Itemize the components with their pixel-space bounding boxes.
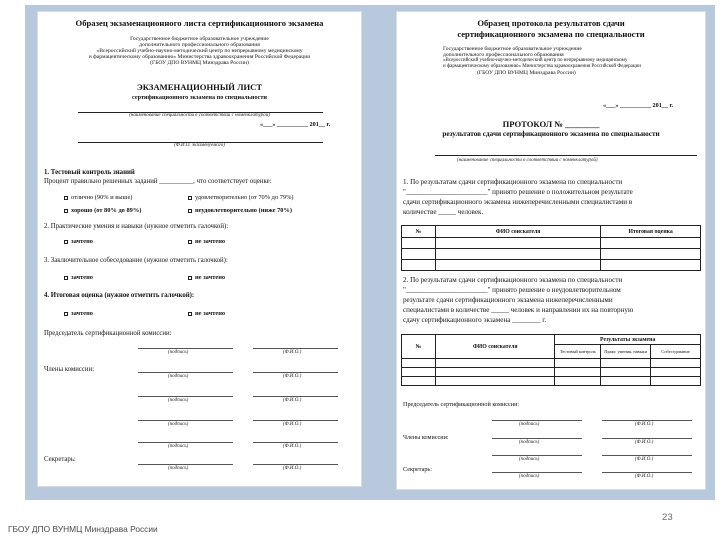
member-fio-line: [253, 420, 338, 421]
member-fio-line: [253, 442, 338, 443]
fio-short-caption: (Ф.И.О.): [635, 457, 654, 462]
sheet-subtitle: сертификационного экзамена по специальности: [132, 94, 267, 101]
org-line: «Всероссийский учебно-научно-методический центр по непрерывному медицинскому: [96, 48, 303, 54]
org-line: и фармацевтическому образованию» Министерства здравоохранения Российской Федерации: [443, 64, 641, 69]
sheet-title: ЭКЗАМЕНАЦИОННЫЙ ЛИСТ: [136, 82, 263, 92]
para2-line: "_______________________" принято решение о неудовлетворительном: [403, 286, 621, 294]
member-fio-line: [602, 455, 692, 456]
section4-pass: зачтено: [64, 310, 93, 317]
chair-fio-line: [253, 348, 338, 349]
protocol-page: [396, 11, 706, 490]
secretary-sign-line: [138, 464, 233, 465]
sign-caption: (подпись): [168, 466, 189, 471]
member-fio-line: [253, 396, 338, 397]
table-row: [402, 368, 701, 377]
secretary-fio-line: [253, 464, 338, 465]
section3-pass: зачтено: [64, 274, 93, 281]
section2-title: 2. Практические умения и навыки (нужное отметить галочкой):: [44, 223, 229, 230]
para2-line: результате сдачи сертификационного экзамена нижеперечисленными: [403, 296, 613, 304]
members-label: Члены комиссии:: [403, 434, 449, 441]
section2-fail: не зачтено: [188, 238, 225, 245]
protocol-heading-line1: Образец протокола результатов сдачи: [477, 18, 625, 28]
member-sign-line: [492, 455, 582, 456]
fio-short-caption: (Ф.И.О.): [283, 374, 302, 379]
unsuccessful-table: [401, 334, 701, 386]
protocol-number: ПРОТОКОЛ № ________: [502, 119, 600, 129]
para1-line: количестве _____ человек.: [403, 208, 484, 216]
table-subheader: Практ. умения, навыки: [601, 345, 651, 359]
secretary-fio-line: [602, 472, 692, 473]
protocol-date: «___» __________ 201__ г.: [603, 102, 674, 109]
sign-caption: (подпись): [168, 398, 189, 403]
sign-caption: (подпись): [519, 474, 540, 479]
table-header: Результаты экзамена: [555, 335, 701, 345]
secretary-label: Секретарь:: [403, 466, 432, 473]
org-line: дополнительного профессионального образования: [139, 42, 260, 48]
member-sign-line: [492, 438, 582, 439]
section3-fail: не зачтено: [188, 274, 225, 281]
footer-organization: ГБОУ ДПО ВУНМЦ Минздрава России: [8, 524, 158, 534]
org-line: дополнительного профессионального образования: [443, 52, 564, 58]
table-row: [402, 359, 701, 368]
section3-title: 3. Заключительное собеседование (нужное отметить галочкой):: [44, 257, 228, 264]
fio-caption: (Ф.И.О. экзаменуемого): [174, 143, 225, 148]
para1-line: 1. По результатам сдачи сертификационного экзамена по специальности: [403, 178, 623, 186]
table-subheader: Тестовый контроль: [555, 345, 601, 359]
org-line: и фармацевтическому образованию» Министерства здравоохранения Российской Федерации: [88, 54, 311, 60]
specialty-caption: (наименование специальности в соответствии с номенклатурой): [129, 113, 270, 118]
org-line: (ГБОУ ДПО ВУНМЦ Минздрава России): [150, 60, 249, 66]
member-sign-line: [138, 372, 233, 373]
table-header: ФИО соискателя: [435, 226, 600, 238]
table-header: №: [402, 335, 436, 359]
table-header: Итоговая оценка: [601, 226, 701, 238]
exam-sheet-heading: Образец экзаменационного листа сертификационного экзамена: [75, 18, 324, 28]
section2-pass: зачтено: [64, 238, 93, 245]
org-line: Государственное бюджетное образовательное учреждение: [443, 46, 582, 52]
org-line: «Всероссийский учебно-научно-методический центр по непрерывному медицинскому: [443, 58, 628, 63]
option-good: хорошо (от 80% до 89%): [64, 207, 141, 214]
protocol-heading-line2: сертификационного экзамена по специальности: [457, 29, 645, 39]
sign-caption: (подпись): [168, 444, 189, 449]
table-header: №: [402, 226, 436, 238]
fio-short-caption: (Ф.И.О.): [283, 350, 302, 355]
members-label: Члены комиссии:: [44, 366, 95, 373]
sign-caption: (подпись): [168, 422, 189, 427]
member-sign-line: [138, 442, 233, 443]
chair-fio-line: [602, 420, 692, 421]
section4-title: 4. Итоговая оценка (нужное отметить галочкой):: [44, 292, 195, 299]
member-fio-line: [602, 438, 692, 439]
section1-title: 1. Тестовый контроль знаний: [44, 169, 135, 176]
chair-sign-line: [138, 348, 233, 349]
table-row: [402, 238, 701, 249]
sign-caption: (подпись): [168, 374, 189, 379]
sign-caption: (подпись): [168, 350, 189, 355]
table-subheader: Собеседование: [651, 345, 701, 359]
org-line: (ГБОУ ДПО ВУНМЦ Минздрава России): [477, 70, 576, 76]
member-sign-line: [138, 396, 233, 397]
table-row: [402, 249, 701, 260]
member-sign-line: [138, 420, 233, 421]
fio-short-caption: (Ф.И.О.): [635, 422, 654, 427]
section4-fail: не зачтено: [188, 310, 225, 317]
sign-caption: (подпись): [519, 422, 540, 427]
specialty-caption: (наименование специальности в соответствии с номенклатурой): [457, 158, 598, 163]
secretary-label: Секретарь:: [44, 456, 76, 463]
fio-short-caption: (Ф.И.О.): [635, 474, 654, 479]
exam-sheet-page: [37, 11, 362, 487]
fio-short-caption: (Ф.И.О.): [635, 440, 654, 445]
sign-caption: (подпись): [519, 457, 540, 462]
table-row: [402, 377, 701, 386]
para1-line: сдачи сертификационного экзамена нижеперечисленными специалистами в: [403, 198, 633, 206]
option-excellent: отлично (90% и выше): [64, 194, 132, 201]
member-fio-line: [253, 372, 338, 373]
protocol-subtitle: результатов сдачи сертификационного экзамена по специальности: [442, 130, 660, 138]
fio-short-caption: (Ф.И.О.): [283, 398, 302, 403]
successful-table: [401, 225, 701, 271]
option-satisfactory: удовлетворительно (от 70% до 79%): [188, 194, 294, 201]
fio-short-caption: (Ф.И.О.): [283, 422, 302, 427]
sign-caption: (подпись): [519, 440, 540, 445]
date-line: «___» __________ 201__ г.: [260, 121, 331, 128]
option-unsatisfactory: неудовлетворительно (ниже 70%): [188, 207, 292, 214]
org-line: Государственное бюджетное образовательное учреждение: [130, 36, 269, 42]
para2-line: 2. По результатам сдачи сертификационного экзамена по специальности: [403, 276, 623, 284]
specialty-line: [435, 155, 697, 156]
table-header: ФИО соискателя: [435, 335, 555, 359]
para1-line: "_______________________" принято решение о положительном результате: [403, 188, 633, 196]
fio-short-caption: (Ф.И.О.): [283, 444, 302, 449]
section1-line: Процент правильно решенных заданий __________, что соответствует оценке:: [44, 178, 272, 185]
para2-line: сдачу сертификационного экзамена ________ г.: [403, 316, 547, 324]
table-row: [402, 260, 701, 271]
para2-line: специалистами в количестве _____ человек и направлении их на повторную: [403, 306, 634, 314]
chair-label: Председатель сертификационной комиссии:: [403, 401, 520, 408]
secretary-sign-line: [492, 472, 582, 473]
fio-short-caption: (Ф.И.О.): [283, 466, 302, 471]
chair-sign-line: [492, 420, 582, 421]
page-number: 23: [662, 512, 673, 523]
chair-label: Председатель сертификационной комиссии:: [44, 330, 172, 337]
